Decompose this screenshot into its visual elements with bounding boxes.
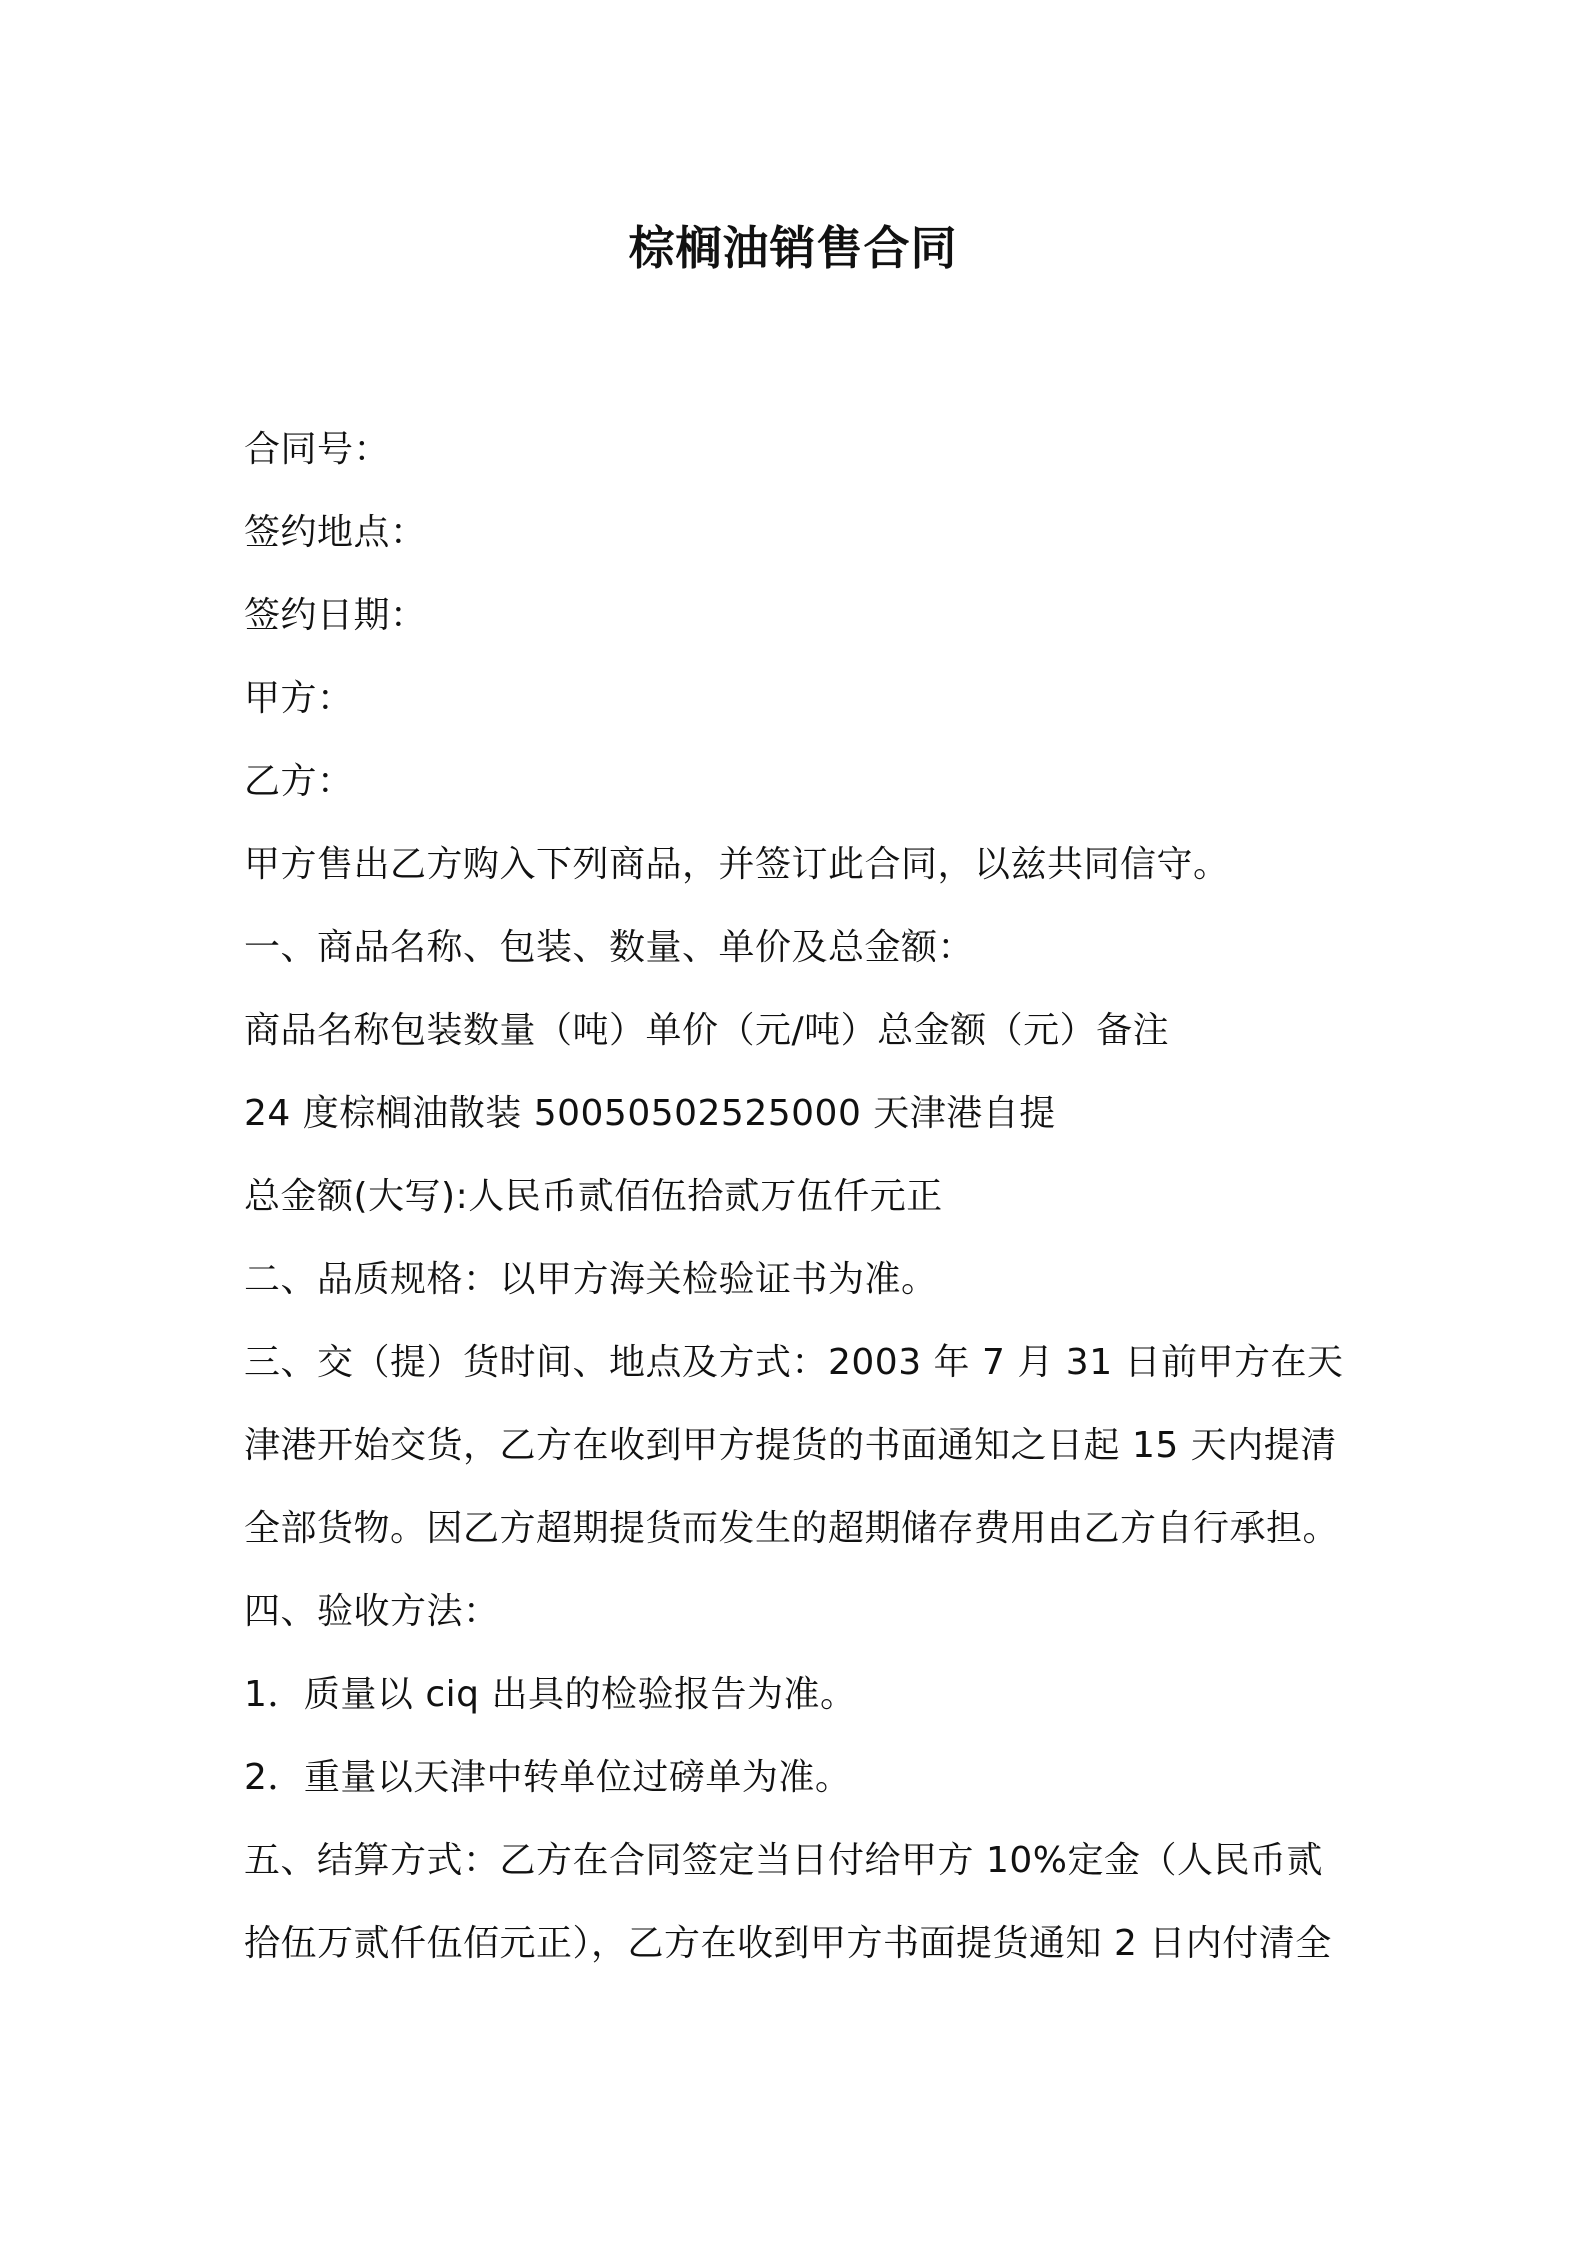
- section-1-heading: 一、商品名称、包装、数量、单价及总金额：: [244, 927, 975, 968]
- signing-date-line: 签约日期：: [244, 595, 427, 636]
- section-4-item-2: 2．重量以天津中转单位过磅单为准。: [244, 1757, 852, 1798]
- total-amount-line: 总金额(大写):人民币贰佰伍拾贰万伍仟元正: [244, 1176, 943, 1217]
- party-b-line: 乙方：: [244, 761, 354, 802]
- section-4-heading: 四、验收方法：: [244, 1591, 500, 1632]
- preamble-line: 甲方售出乙方购入下列商品，并签订此合同，以兹共同信守。: [244, 844, 1230, 885]
- party-a-line: 甲方：: [244, 678, 354, 719]
- document-title: 棕榈油销售合同: [628, 221, 958, 275]
- section-5-line-2: 拾伍万贰仟伍佰元正），乙方在收到甲方书面提货通知 2 日内付清全: [244, 1923, 1332, 1964]
- section-2-line: 二、品质规格：以甲方海关检验证书为准。: [244, 1259, 938, 1300]
- section-3-line-1: 三、交（提）货时间、地点及方式：2003 年 7 月 31 日前甲方在天: [244, 1342, 1344, 1383]
- goods-row-line: 24 度棕榈油散装 50050502525000 天津港自提: [244, 1093, 1056, 1134]
- contract-number-line: 合同号：: [244, 429, 391, 470]
- section-3-line-2: 津港开始交货，乙方在收到甲方提货的书面通知之日起 15 天内提清: [244, 1425, 1337, 1466]
- section-3-line-3: 全部货物。因乙方超期提货而发生的超期储存费用由乙方自行承担。: [244, 1508, 1340, 1549]
- goods-header-line: 商品名称包装数量（吨）单价（元/吨）总金额（元）备注: [244, 1010, 1170, 1051]
- signing-place-line: 签约地点：: [244, 512, 427, 553]
- section-4-item-1: 1．质量以 ciq 出具的检验报告为准。: [244, 1674, 857, 1715]
- section-5-line-1: 五、结算方式：乙方在合同签定当日付给甲方 10%定金（人民币贰: [244, 1840, 1323, 1881]
- document-body: [244, 408, 1364, 1985]
